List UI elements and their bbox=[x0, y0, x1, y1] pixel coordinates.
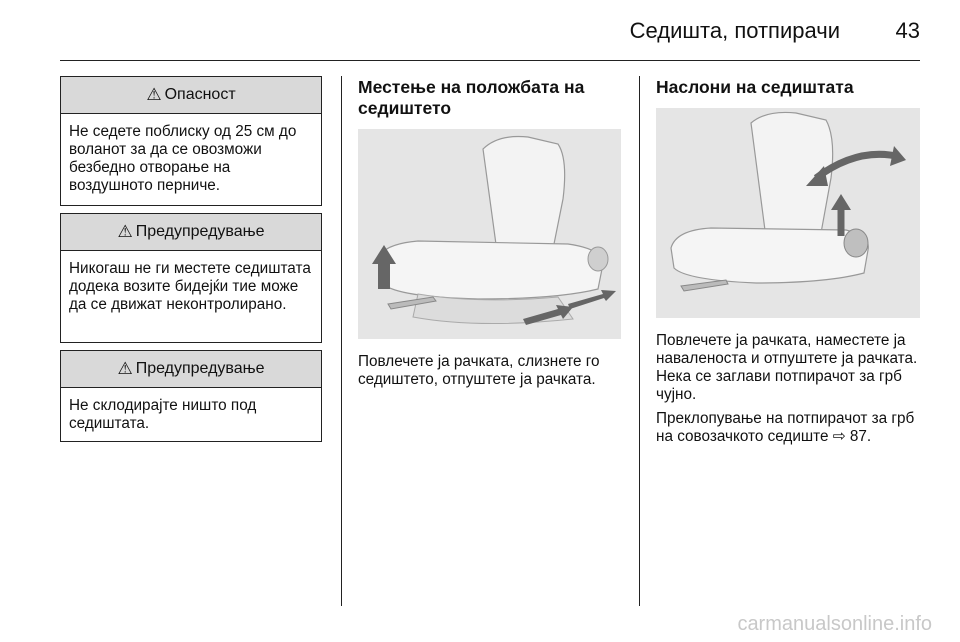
page-header bbox=[60, 0, 920, 60]
header-divider bbox=[60, 60, 920, 61]
backrest-text-2: Преклопување на потпирачот за грб на совозачкото седиште ⇨ 87. bbox=[656, 410, 915, 445]
warning-label: Предупредување bbox=[135, 360, 265, 377]
warning-label: Предупредување bbox=[135, 223, 265, 240]
warning-box-1 bbox=[60, 213, 322, 343]
arrow-reference-icon: ⇨ bbox=[832, 428, 846, 445]
column-divider-right bbox=[639, 76, 640, 606]
page-number: 43 bbox=[895, 18, 920, 43]
warning-triangle-icon: ⚠ bbox=[146, 85, 162, 104]
warning-triangle-icon: ⚠ bbox=[117, 359, 133, 378]
warning-triangle-icon: ⚠ bbox=[117, 222, 133, 241]
page-title: Седишта, потпирачи bbox=[629, 18, 840, 43]
column-divider-left bbox=[341, 76, 342, 606]
warning-box-2 bbox=[60, 350, 322, 442]
danger-label: Опасност bbox=[164, 86, 236, 103]
danger-box bbox=[60, 76, 322, 206]
danger-text: Не седете поблиску од 25 см до воланот за да се овозможи безбедно отворање на воздушното перниче. bbox=[69, 123, 297, 194]
page-reference-link[interactable]: 87. bbox=[849, 428, 872, 445]
watermark-brand: carmanualsonline.info bbox=[737, 613, 932, 635]
backrest-illustration bbox=[656, 108, 920, 318]
backrest-text-1: Повлечете ја рачката, наместете ја наваленоста и отпуштете ја рачката. Нека се заглави потпирачот за грб чујно. bbox=[656, 332, 918, 403]
seat-slide-illustration bbox=[358, 129, 621, 339]
warning-text: Не склодирајте ништо под седиштата. bbox=[69, 397, 257, 432]
section-title: Наслони на седиштата bbox=[656, 77, 854, 97]
seat-position-section bbox=[358, 77, 623, 389]
warning-text: Никогаш не ги местете седиштата додека возите бидејќи тие може да се движат неконтролирано. bbox=[69, 260, 311, 313]
section-title: Местење на положбата на седиштето bbox=[358, 77, 585, 118]
seat-position-text: Повлечете ја рачката, слизнете го седиштето, отпуштете ја рачката. bbox=[358, 353, 600, 388]
backrest-section bbox=[656, 77, 922, 446]
